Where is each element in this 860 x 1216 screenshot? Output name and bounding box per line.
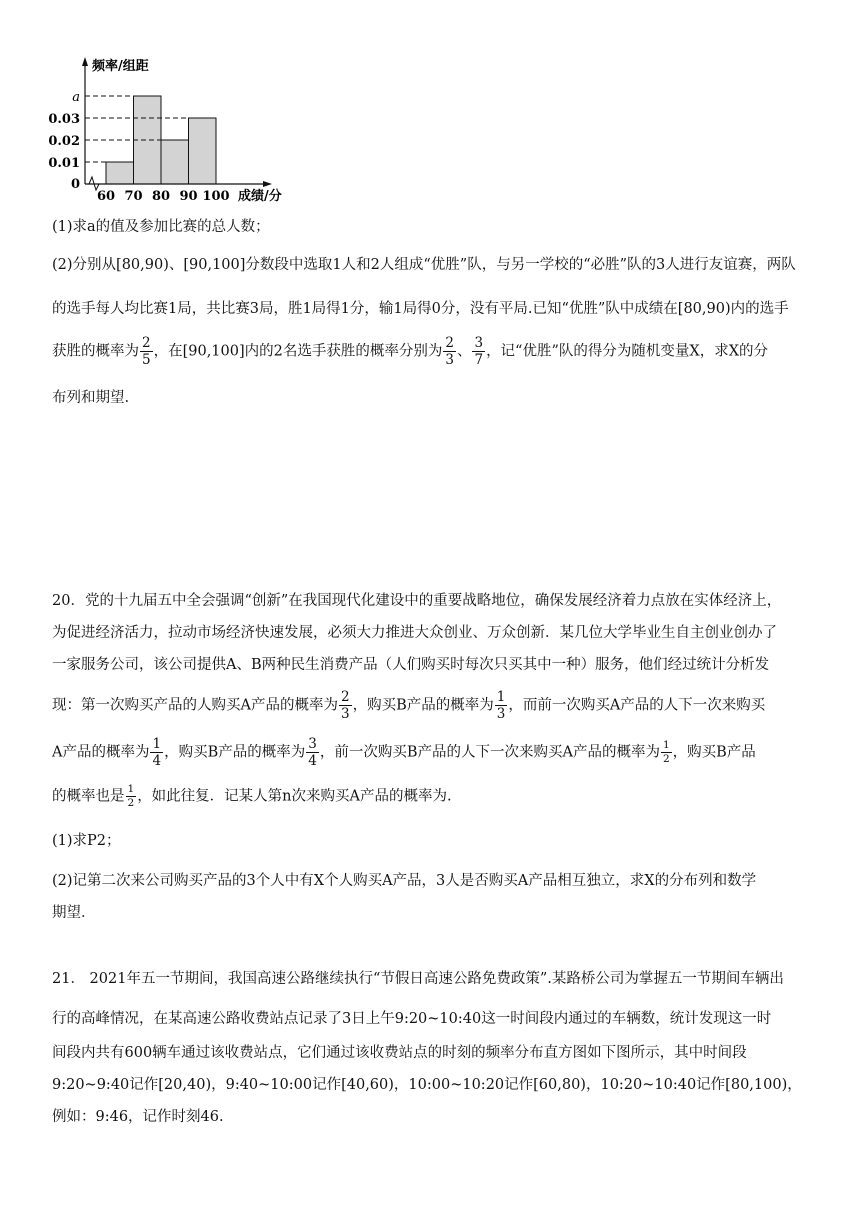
q21-line4: 9:20~9:40记作[20,40)，9:40~10:00记作[40,60)，10:00~10:20记作[60,80)，10:20~10:40记作[80,100)，	[52, 1077, 802, 1093]
x-tick-label: 90	[179, 189, 198, 204]
q20-line5: A产品的概率为 $\frac{1}{4}$ ，购买B产品的概率为 $\frac{3}{4}$ ，前一次购买B产品的人下一次来购买A产品的概率为 $\frac{1}{2}$ ，购买B产品	[52, 736, 756, 770]
q19-part1: (1)求a的值及参加比赛的总人数；	[52, 219, 270, 235]
origin-label: 0	[71, 177, 81, 192]
y-tick-label: 0.03	[48, 112, 80, 127]
y-tick-label: a	[72, 90, 80, 105]
x-tick-label: 80	[151, 189, 171, 204]
y-tick-label: 0.02	[48, 134, 80, 149]
x-axis-label: 成绩/分	[238, 189, 282, 204]
q21-line3: 间段内共有600辆车通过该收费站点，它们通过该收费站点的时刻的频率分布直方图如下图所示，其中时间段	[52, 1045, 747, 1061]
histogram-bar	[106, 162, 134, 184]
q19-part2-line1: (2)分别从[80,90)、[90,100]分数段中选取1人和2人组成“优胜”队，与另一学校的“必胜”队的3人进行友谊赛，两队	[52, 257, 796, 273]
q19-part2-line4: 布列和期望.	[52, 390, 130, 406]
x-tick-label: 60	[96, 189, 116, 204]
q20-line1: 20．党的十九届五中全会强调“创新”在我国现代化建设中的重要战略地位，确保发展经济着力点放在实体经济上，	[52, 593, 782, 609]
x-axis-arrow	[263, 181, 272, 187]
y-axis-arrow	[82, 57, 88, 66]
q19-part2-line2: 的选手每人均比赛1局，共比赛3局，胜1局得1分，输1局得0分，没有平局.已知“优胜”队中成绩在[80,90)内的选手	[52, 301, 789, 317]
fraction-one-half: $\frac{1}{2}$	[662, 739, 670, 766]
q19-part2-line3: 获胜的概率为 $\frac{2}{5}$ ，在[90,100]内的2名选手获胜的概率分别为 $\frac{2}{3}$ 、 $\frac{3}{7}$ ，记“优胜”队的得分为随机变量X，求X的分	[52, 335, 769, 369]
frequency-histogram	[40, 40, 330, 215]
histogram-bar	[161, 140, 189, 184]
fraction-two-thirds: $\frac{2}{3}$	[445, 335, 454, 369]
fraction-two-fifths: $\frac{2}{5}$	[142, 335, 151, 369]
x-tick-label: 70	[124, 189, 143, 204]
fraction-three-fourths: $\frac{3}{4}$	[308, 736, 317, 770]
q21-line1: 21． 2021年五一节期间，我国高速公路继续执行“节假日高速公路免费政策”.某路桥公司为掌握五一节期间车辆出	[52, 971, 784, 987]
q20-part1: (1)求P2；	[52, 833, 121, 849]
q20-line2: 为促进经济活力，拉动市场经济快速发展，必须大力推进大众创业、万众创新．某几位大学毕业生自主创业创办了	[52, 625, 777, 641]
q21-line2: 行的高峰情况，在某高速公路收费站点记录了3日上午9:20~10:40这一时间段内通过的车辆数，统计发现这一时	[52, 1011, 772, 1027]
fraction-one-half: $\frac{1}{2}$	[127, 783, 135, 810]
q20-line3: 一家服务公司，该公司提供A、B两种民生消费产品（人们购买时每次只买其中一种）服务，他们经过统计分析发	[52, 657, 770, 673]
y-tick-label: 0.01	[48, 156, 80, 171]
fraction-two-thirds: $\frac{2}{3}$	[340, 689, 350, 723]
fraction-one-third: $\frac{1}{3}$	[496, 689, 506, 723]
q20-part2-line1: (2)记第二次来公司购买产品的3个人中有X个人购买A产品，3人是否购买A产品相互独立，求X的分布列和数学	[52, 873, 757, 889]
x-tick-label: 100	[202, 189, 230, 204]
q20-line6: 的概率也是 $\frac{1}{2}$ ，如此往复．记某人第n次来购买A产品的概率为.	[52, 783, 452, 810]
q21-line5: 例如：9:46，记作时刻46.	[52, 1109, 224, 1125]
q20-line4: 现：第一次购买产品的人购买A产品的概率为 $\frac{2}{3}$ ，购买B产品的概率为 $\frac{1}{3}$ ，而前一次购买A产品的人下一次来购买	[52, 689, 766, 723]
y-axis-label: 频率/组距	[92, 59, 149, 74]
fraction-one-fourth: $\frac{1}{4}$	[152, 736, 162, 770]
q20-part2-line2: 期望．	[52, 905, 96, 921]
histogram-bar	[189, 118, 217, 184]
fraction-three-sevenths: $\frac{3}{7}$	[474, 335, 484, 369]
